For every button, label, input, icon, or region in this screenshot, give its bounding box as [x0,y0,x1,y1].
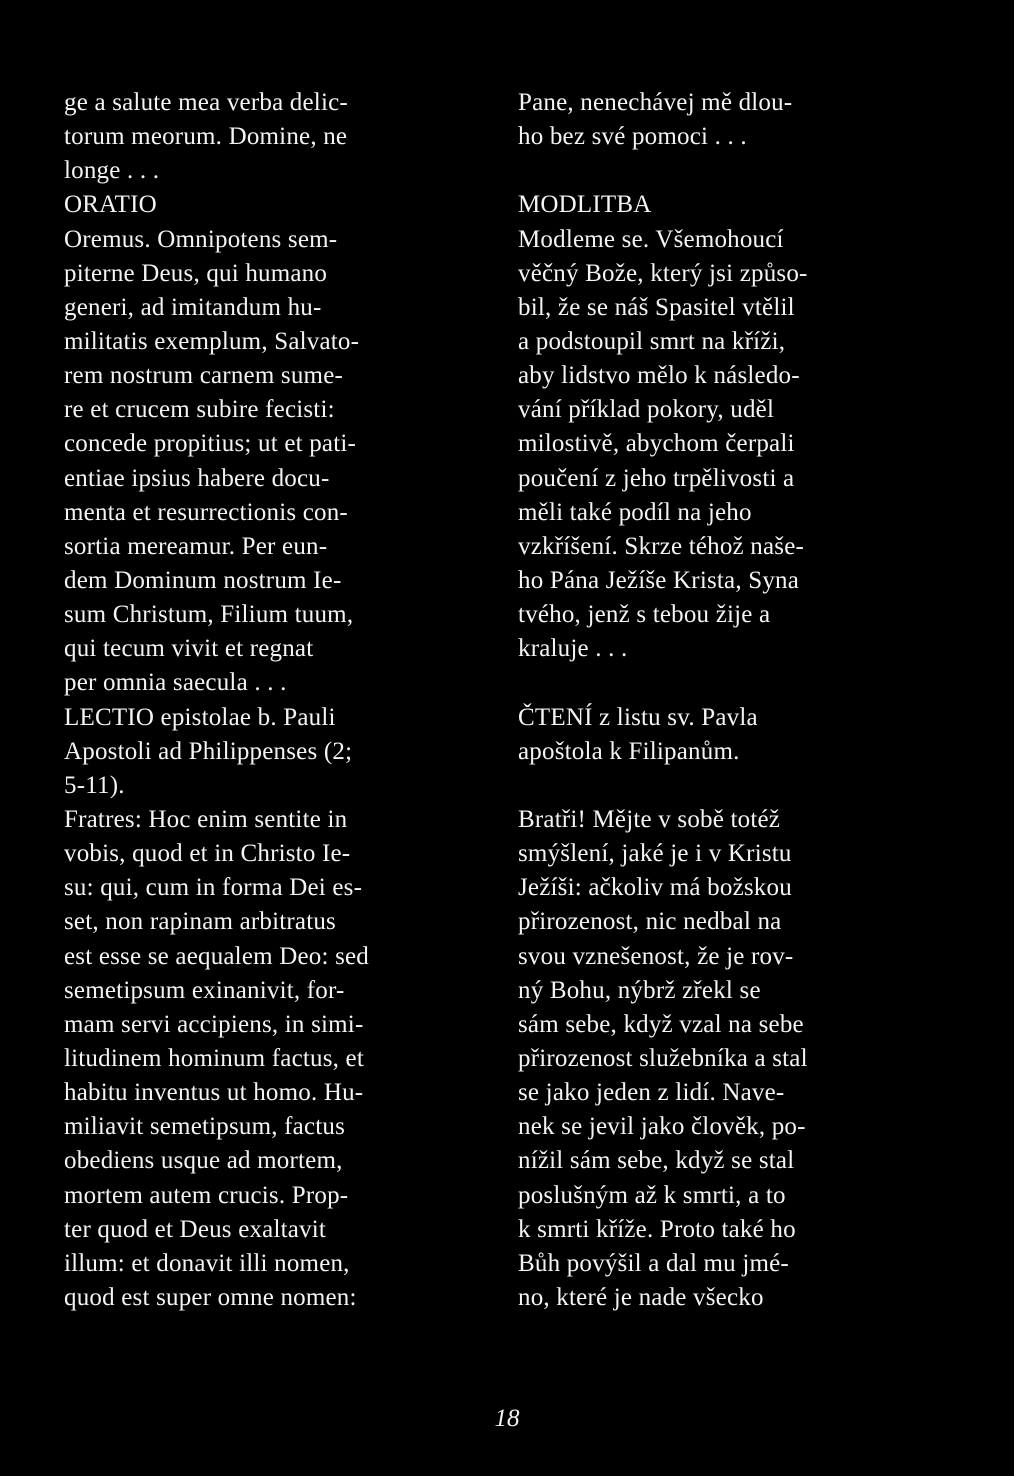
latin-line: miliavit semetipsum, factus [64,1113,346,1141]
latin-line: illum: et donavit illi nomen, [64,1249,350,1277]
latin-line: ORATIO [64,191,157,219]
czech-line: aby lidstvo mělo k následo- [518,362,800,390]
latin-line: per omnia saecula . . . [64,669,287,697]
latin-line: est esse se aequalem Deo: sed [64,942,369,970]
czech-line: MODLITBA [518,191,652,219]
czech-line: poslušným až k smrti, a to [518,1181,786,1209]
latin-line: torum meorum. Domine, ne [64,123,348,151]
latin-line: qui tecum vivit et regnat [64,635,314,663]
czech-line: k smrti kříže. Proto také ho [518,1215,796,1243]
page-number: 18 [494,1405,520,1432]
czech-line: Ježíši: ačkoliv má božskou [518,874,792,902]
latin-line: Oremus. Omnipotens sem- [64,225,338,253]
latin-line: LECTIO epistolae b. Pauli [64,703,336,731]
latin-line: mortem autem crucis. Prop- [64,1181,349,1209]
czech-line: nek se jevil jako člověk, po- [518,1113,806,1141]
czech-line: ný Bohu, nýbrž zřekl se [518,976,761,1004]
latin-line: dem Dominum nostrum Ie- [64,566,342,594]
latin-line: longe . . . [64,157,160,185]
czech-line: se jako jeden z lidí. Nave- [518,1079,785,1107]
latin-line: habitu inventus ut homo. Hu- [64,1079,364,1107]
czech-line: a podstoupil smrt na kříži, [518,327,786,355]
latin-line: menta et resurrectionis con- [64,498,348,526]
latin-line: set, non rapinam arbitratus [64,908,336,936]
latin-line: Fratres: Hoc enim sentite in [64,805,348,833]
czech-line: poučení z jeho trpělivosti a [518,464,795,492]
latin-line: sum Christum, Filium tuum, [64,601,354,629]
latin-text-column [64,86,504,1315]
czech-line: no, které je nade všecko [518,1283,764,1311]
czech-line: věčný Bože, který jsi způso- [518,259,808,287]
czech-line: přirozenost služebníka a stal [518,1044,808,1072]
czech-line: Pane, nenechávej mě dlou- [518,89,793,116]
czech-line: ho bez své pomoci . . . [518,123,747,151]
latin-line: generi, ad imitandum hu- [64,293,322,321]
czech-line: ČTENÍ z listu sv. Pavla [518,703,758,731]
czech-line: přirozenost, nic nedbal na [518,908,782,936]
czech-line: kraluje . . . [518,635,628,663]
latin-line: mam servi accipiens, in simi- [64,1010,364,1038]
czech-line: Bratři! Mějte v sobě totéž [518,805,781,833]
latin-line: Apostoli ad Philippenses (2; [64,737,353,765]
czech-line: sám sebe, když vzal na sebe [518,1010,804,1038]
czech-line: tvého, jenž s tebou žije a [518,601,771,629]
latin-line: rem nostrum carnem sume- [64,362,344,390]
czech-blank-line [518,154,956,188]
czech-line: Bůh povýšil a dal mu jmé- [518,1249,789,1277]
latin-line: militatis exemplum, Salvato- [64,327,360,355]
czech-line: ho Pána Ježíše Krista, Syna [518,566,800,594]
latin-line: ge a salute mea verba delic- [64,89,348,116]
czech-line: nížil sám sebe, když se stal [518,1147,795,1175]
czech-blank-line [518,769,956,803]
latin-line: quod est super omne nomen: [64,1283,357,1311]
latin-line: piterne Deus, qui humano [64,259,328,287]
latin-line: obediens usque ad mortem, [64,1147,343,1175]
latin-line: vobis, quod et in Christo Ie- [64,840,351,868]
czech-blank-line [518,666,956,700]
czech-line: milostivě, abychom čerpali [518,430,795,458]
czech-line: Modleme se. Všemohoucí [518,225,784,253]
latin-line: sortia mereamur. Per eun- [64,532,328,560]
czech-line: vzkříšení. Skrze téhož naše- [518,532,805,560]
latin-line: 5-11). [64,771,125,799]
czech-line: apoštola k Filipanům. [518,737,740,765]
czech-line: měli také podíl na jeho [518,498,752,526]
latin-line: ter quod et Deus exaltavit [64,1215,327,1243]
latin-line: entiae ipsius habere docu- [64,464,330,492]
czech-text-column [518,86,956,1315]
czech-line: svou vznešenost, že je rov- [518,942,794,970]
latin-line: re et crucem subire fecisti: [64,396,335,424]
czech-line: smýšlení, jaké je i v Kristu [518,840,792,868]
latin-line: litudinem hominum factus, et [64,1044,364,1072]
czech-line: vání příklad pokory, uděl [518,396,775,424]
latin-line: su: qui, cum in forma Dei es- [64,874,363,902]
latin-line: concede propitius; ut et pati- [64,430,357,458]
czech-line: bil, že se náš Spasitel vtělil [518,293,795,321]
latin-line: semetipsum exinanivit, for- [64,976,345,1004]
